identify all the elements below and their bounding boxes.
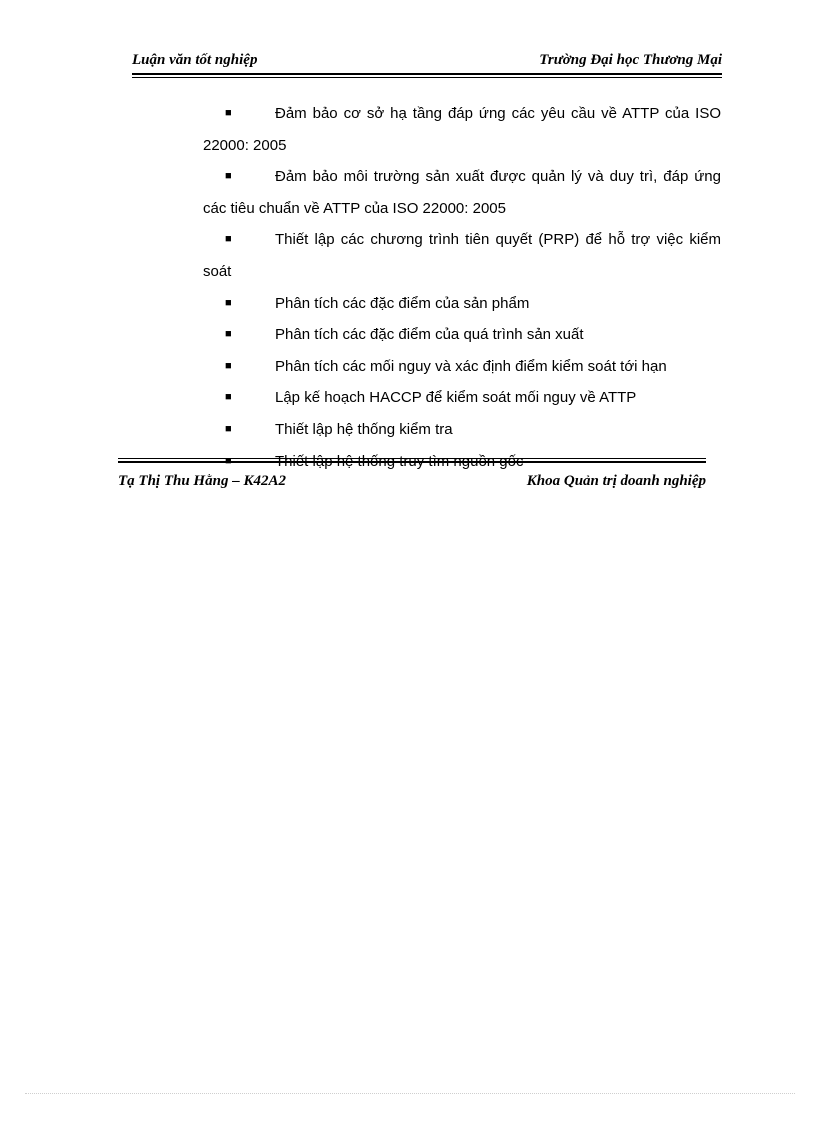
bullet-square-icon: ■ bbox=[225, 391, 232, 404]
bullet-square-icon: ■ bbox=[225, 422, 232, 435]
header-rule bbox=[132, 73, 722, 75]
list-item bbox=[203, 319, 721, 351]
page-bottom-border bbox=[25, 1093, 795, 1094]
list-item bbox=[203, 288, 721, 320]
bullet-square-icon: ■ bbox=[225, 170, 232, 183]
bullet-square-icon: ■ bbox=[225, 296, 232, 309]
bullet-square-icon: ■ bbox=[225, 359, 232, 372]
list-item-text: Lập kế hoạch HACCP để kiểm soát mối nguy về ATTP bbox=[275, 389, 637, 407]
list-item bbox=[203, 351, 721, 383]
bullet-square-icon: ■ bbox=[225, 328, 232, 341]
page-footer bbox=[118, 473, 706, 495]
list-item bbox=[203, 382, 721, 414]
footer-faculty: Khoa Quản trị doanh nghiệp bbox=[526, 473, 706, 489]
list-item-text: Đảm bảo môi trường sản xuất được quản lý và duy trì, đáp ứng các tiêu chuẩn về ATTP của ISO 22000: 2005 bbox=[203, 168, 721, 217]
footer-rule bbox=[118, 461, 706, 463]
list-item-text: Đảm bảo cơ sở hạ tầng đáp ứng các yêu cầu về ATTP của ISO 22000: 2005 bbox=[203, 105, 721, 154]
list-item-text: Thiết lập hệ thống kiểm tra bbox=[275, 420, 453, 438]
footer-rule-thin bbox=[118, 458, 706, 459]
list-item bbox=[203, 98, 721, 161]
bullet-square-icon: ■ bbox=[225, 233, 232, 246]
header-thesis-title: Luận văn tốt nghiệp bbox=[132, 52, 258, 68]
bullet-square-icon: ■ bbox=[225, 107, 232, 119]
header-rule-thin bbox=[132, 77, 722, 78]
list-item bbox=[203, 161, 721, 224]
list-item bbox=[203, 224, 721, 287]
list-item-text: Phân tích các đặc điểm của sản phẩm bbox=[275, 294, 530, 312]
list-item-text: Thiết lập các chương trình tiên quyết (PRP) để hỗ trợ việc kiểm soát bbox=[203, 231, 721, 280]
bullet-list bbox=[203, 98, 721, 477]
list-item bbox=[203, 414, 721, 446]
page-header bbox=[132, 52, 722, 74]
header-university-name: Trường Đại học Thương Mại bbox=[539, 52, 722, 68]
list-item-text: Phân tích các mối nguy và xác định điểm kiểm soát tới hạn bbox=[275, 357, 667, 375]
footer-author: Tạ Thị Thu Hằng – K42A2 bbox=[118, 473, 286, 489]
list-item-text: Phân tích các đặc điểm của quá trình sản xuất bbox=[275, 326, 584, 344]
